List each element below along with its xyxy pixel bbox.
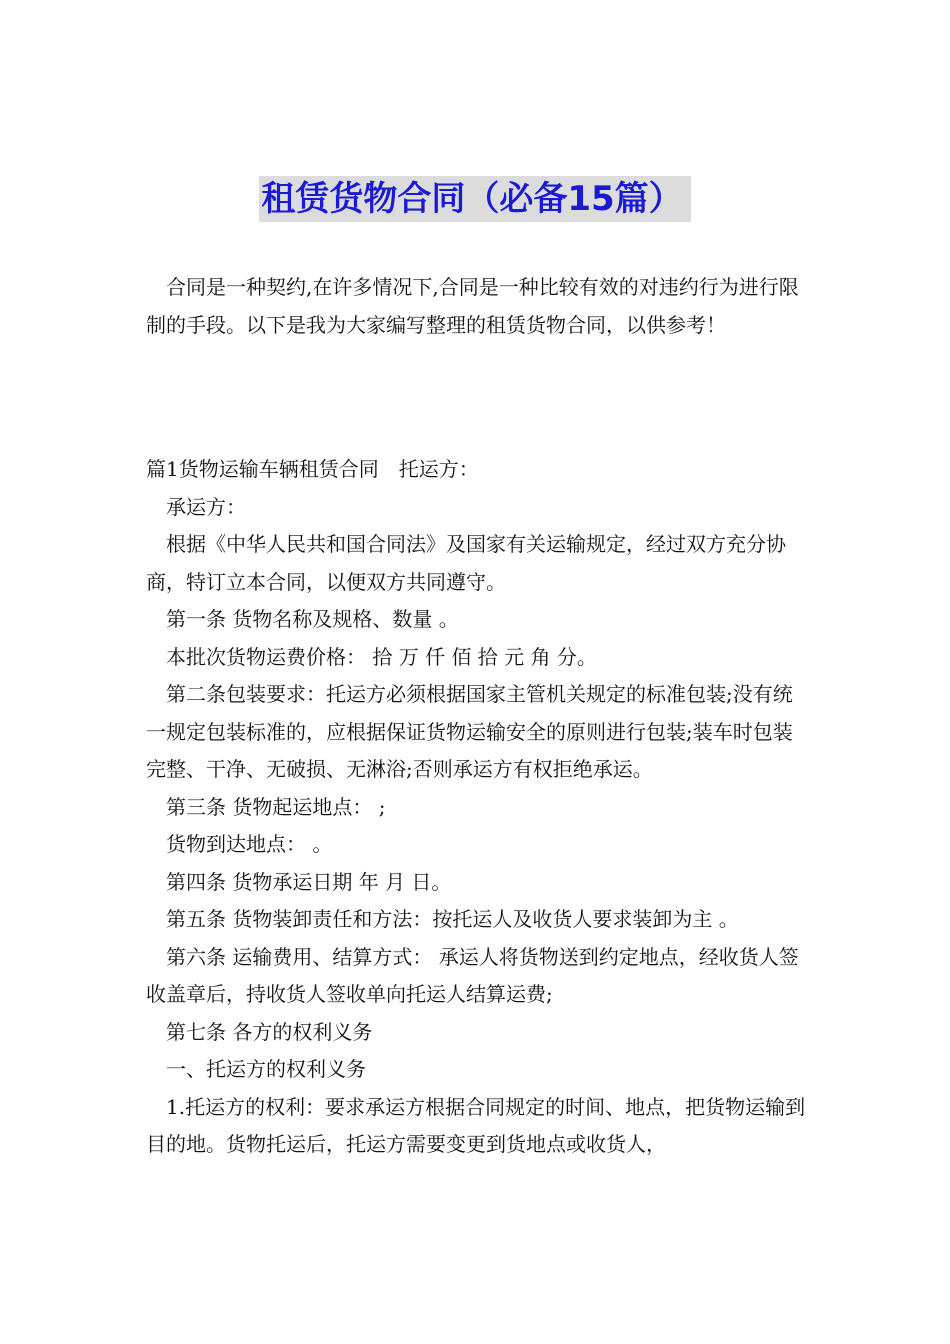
paragraph: 承运方： [166,494,246,519]
title-container [0,176,950,222]
paragraph: 第七条 各方的权利义务 [166,1019,373,1044]
paragraph: 本批次货物运费价格： 拾 万 仟 佰 拾 元 角 分。 [166,644,597,669]
paragraph: 第二条包装要求：托运方必须根据国家主管机关规定的标准包装;没有统一规定包装标准的，应根据保证货物运输安全的原则进行包装;装车时包装完整、干净、无破损、无淋浴;否则承运方有权拒绝承运。 [146,682,793,781]
paragraph: 第五条 货物装卸责任和方法：按托运人及收货人要求装卸为主 。 [166,907,739,931]
paragraph: 第三条 货物起运地点： ; [166,794,386,819]
paragraph: 第一条 货物名称及规格、数量 。 [166,607,459,631]
paragraph-heading: 篇1货物运输车辆租赁合同 托运方： [146,457,479,481]
document-title: 租赁货物合同（必备15篇） [259,176,690,222]
paragraph: 货物到达地点： 。 [166,832,333,856]
document-body [146,451,810,1164]
paragraph: 第四条 货物承运日期 年 月 日。 [166,869,452,894]
paragraph: 一、托运方的权利义务 [166,1057,366,1081]
paragraph: 根据《中华人民共和国合同法》及国家有关运输规定，经过双方充分协商，特订立本合同，以便双方共同遵守。 [146,532,786,594]
paragraph: 第六条 运输费用、结算方式： 承运人将货物送到约定地点，经收货人签收盖章后，持收货人签收单向托运人结算运费; [146,944,799,1006]
intro-paragraph: 合同是一种契约,在许多情况下,合同是一种比较有效的对违约行为进行限制的手段。以下是我为大家编写整理的租赁货物合同，以供参考！ [146,275,799,337]
paragraph: 1.托运方的权利：要求承运方根据合同规定的时间、地点，把货物运输到目的地。货物托运后，托运方需要变更到货地点或收货人， [146,1094,806,1156]
